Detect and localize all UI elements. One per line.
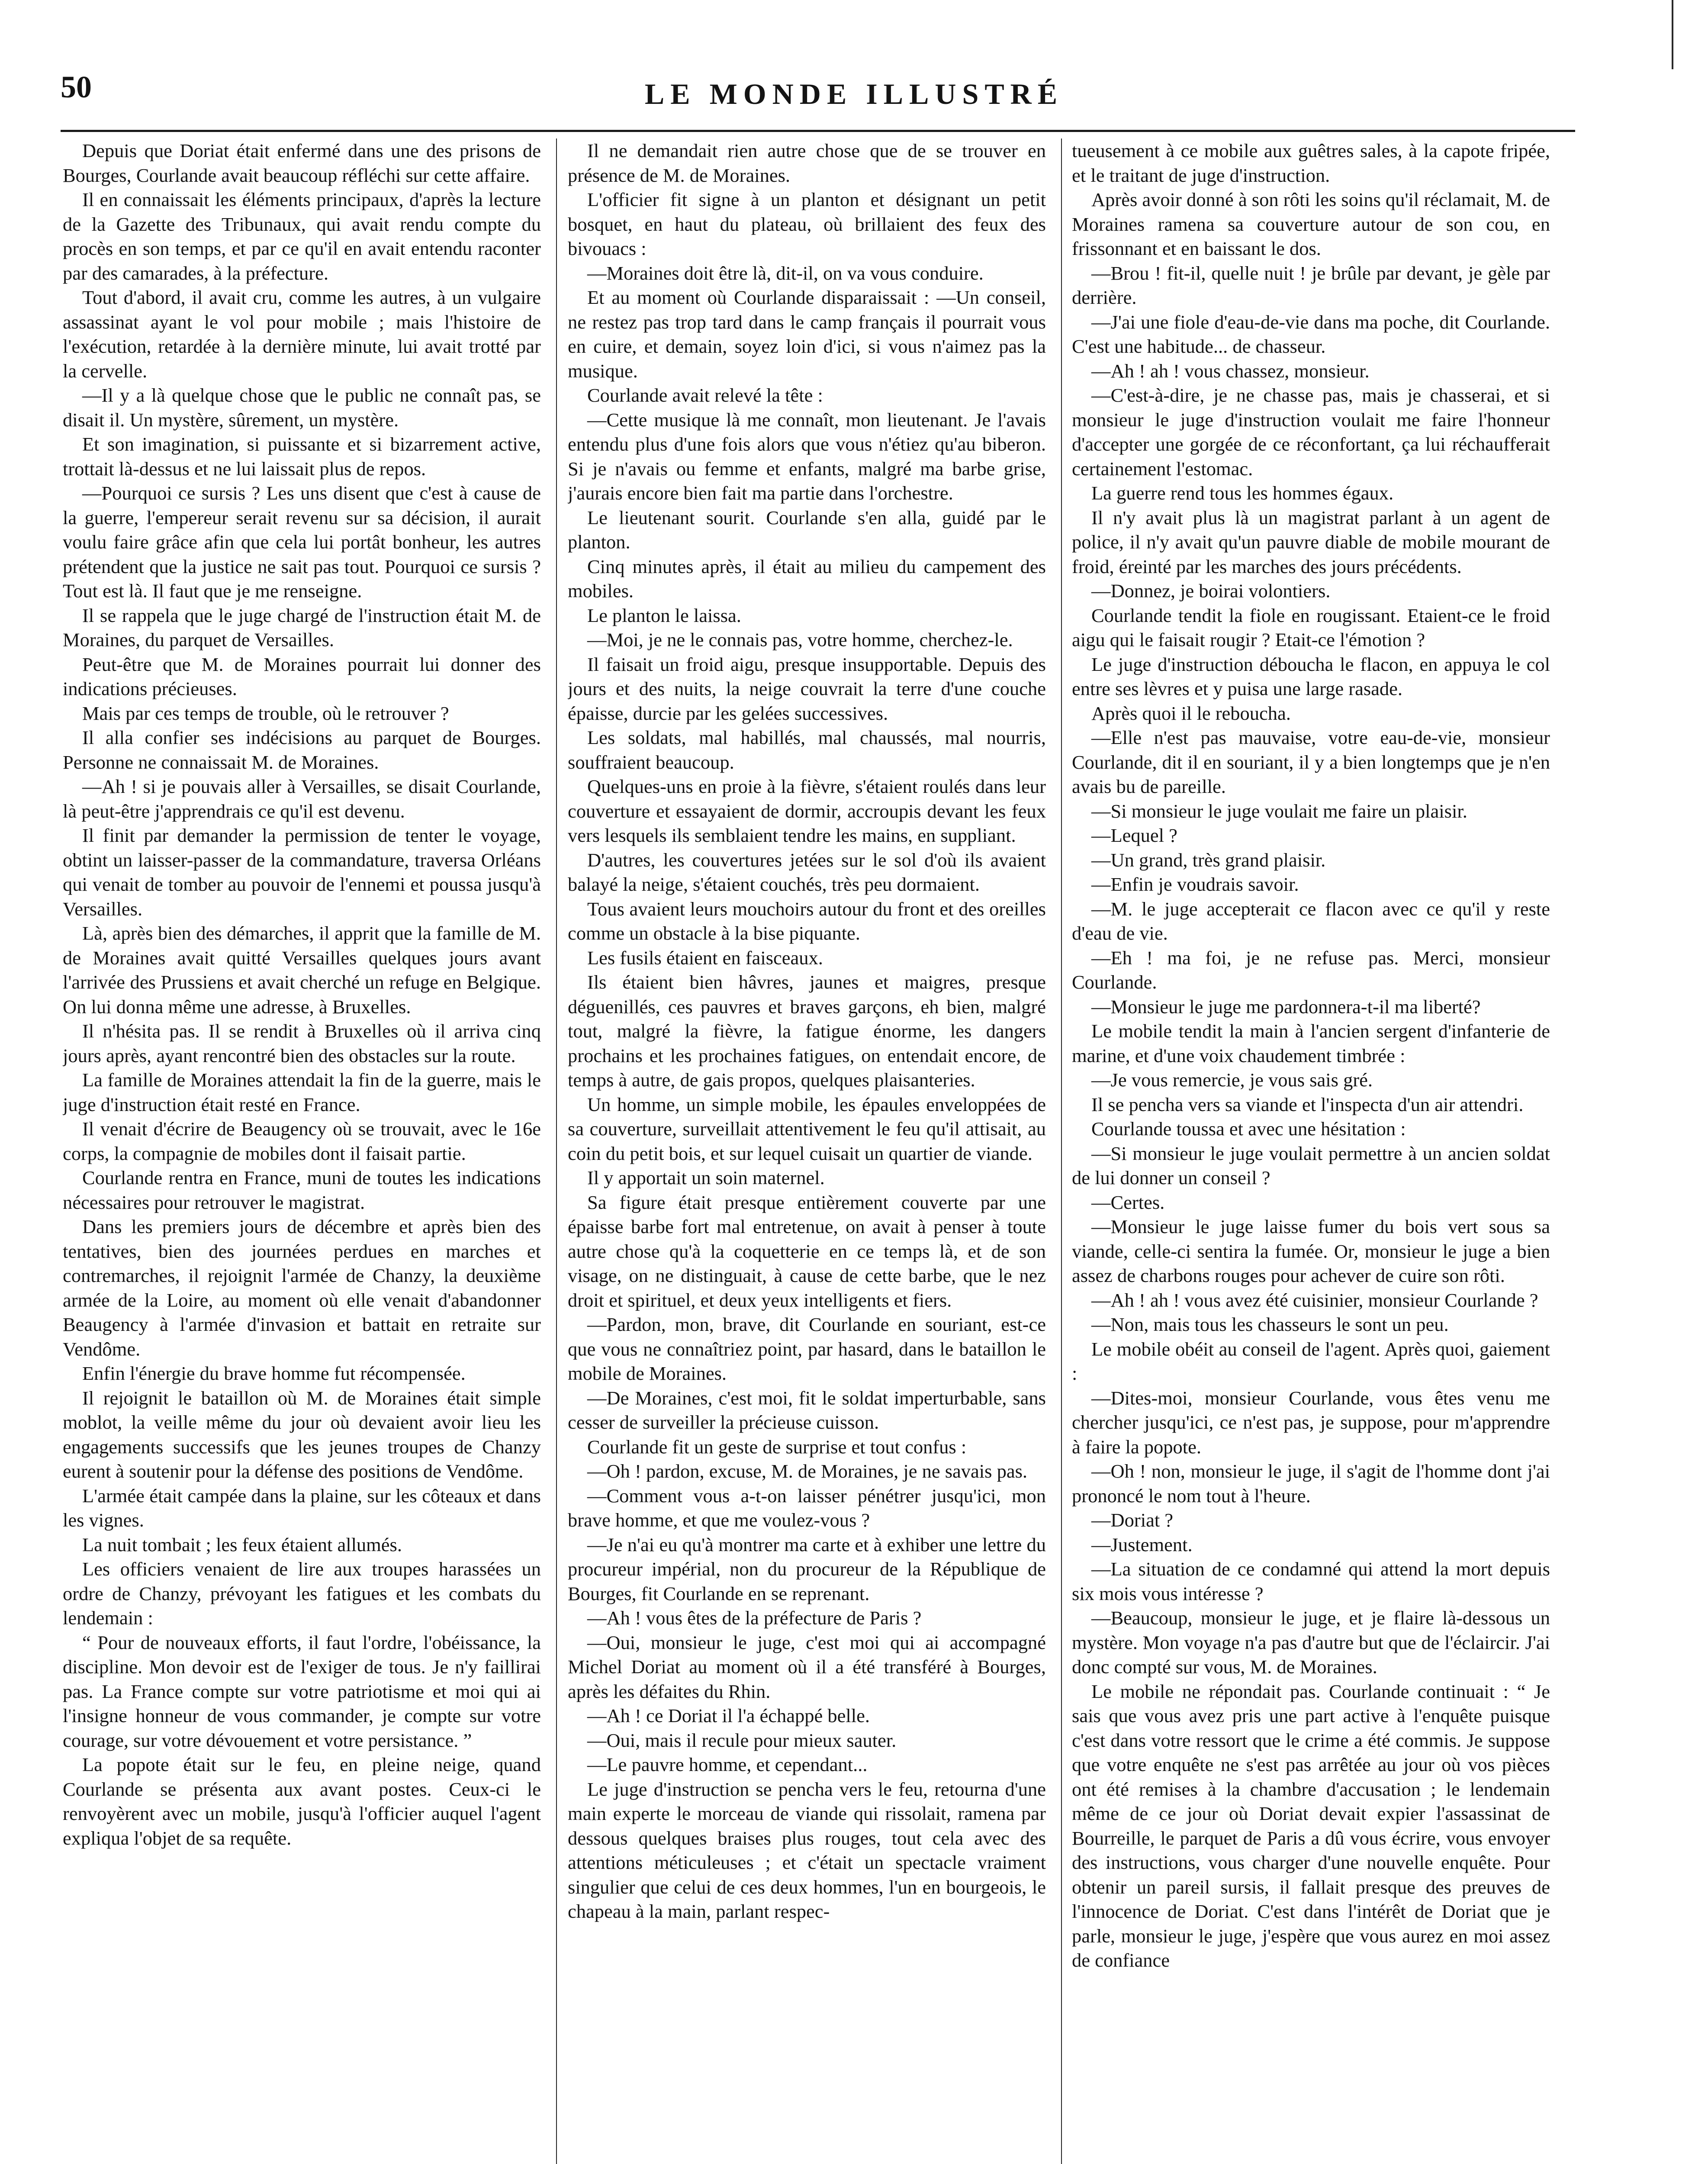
article-paragraph: —Oh ! non, monsieur le juge, il s'agit de l'homme dont j'ai prononcé le nom tout à l'heure. [1072, 1460, 1550, 1507]
article-paragraph: —Beaucoup, monsieur le juge, et je flaire là-dessous un mystère. Mon voyage n'a pas d'autre but que de l'éclaircir. J'ai donc compté sur vous, M. de Moraines. [1072, 1607, 1550, 1678]
article-paragraph: Le juge d'instruction déboucha le flacon, en appuya le col entre ses lèvres et y puisa une large rasade. [1072, 653, 1550, 699]
article-paragraph: —Lequel ? [1091, 824, 1177, 846]
article-paragraph: Il en connaissait les éléments principaux, d'après la lecture de la Gazette des Tribunaux, qui avait rendu compte du procès en son temps, et par ce qu'il en avait entendu raconter par des camarades, à la préfecture. [63, 189, 541, 284]
article-paragraph: —Ah ! ah ! vous chassez, monsieur. [1091, 360, 1370, 382]
article-paragraph: Quelques-uns en proie à la fièvre, s'étaient roulés dans leur couverture et essayaient de dormir, accroupis devant les feux vers lesquels ils semblaient tendre les mains, en suppliant. [568, 776, 1046, 846]
article-paragraph: —Pourquoi ce sursis ? Les uns disent que c'est à cause de la guerre, l'empereur serait revenu sur sa décision, il aurait voulu faire grâce afin que cela lui portât bonheur, les autres prétendent que la justice ne sait pas tout. Pourquoi ce sursis ? Tout est là. Il faut que je me renseigne. [63, 482, 541, 602]
article-paragraph: Le lieutenant sourit. Courlande s'en alla, guidé par le planton. [568, 506, 1046, 553]
article-paragraph: —La situation de ce condamné qui attend la mort depuis six mois vous intéresse ? [1072, 1558, 1550, 1604]
article-paragraph: Il n'hésita pas. Il se rendit à Bruxelles où il arriva cinq jours après, ayant rencontré bien des obstacles sur la route. [63, 1020, 541, 1066]
article-paragraph: Les officiers venaient de lire aux troupes harassées un ordre de Chanzy, prévoyant les fatigues et les combats du lendemain : [63, 1558, 541, 1629]
article-paragraph: —Je vous remercie, je vous sais gré. [1091, 1069, 1373, 1091]
article-paragraph: —Comment vous a-t-on laisser pénétrer jusqu'ici, mon brave homme, et que me voulez-vous ? [568, 1485, 1046, 1531]
article-paragraph: Le mobile obéit au conseil de l'agent. Après quoi, gaiement : [1072, 1338, 1550, 1384]
article-paragraph: —Si monsieur le juge voulait me faire un plaisir. [1091, 800, 1467, 822]
article-paragraph: —Justement. [1091, 1533, 1193, 1555]
article-paragraph: L'officier fit signe à un planton et désignant un petit bosquet, en haut du plateau, où brillaient des feux des bivouacs : [568, 189, 1046, 259]
article-paragraph: —Enfin je voudrais savoir. [1091, 873, 1299, 895]
article-paragraph: Après quoi il le reboucha. [1091, 702, 1291, 724]
article-paragraph: Le mobile tendit la main à l'ancien sergent d'infanterie de marine, et d'une voix chaudement timbrée : [1072, 1020, 1550, 1066]
text-column-2 [568, 138, 1046, 2164]
article-paragraph: —Non, mais tous les chasseurs le sont un peu. [1091, 1314, 1449, 1335]
article-paragraph: Le mobile ne répondait pas. Courlande continuait : “ Je sais que vous avez pris une part active à l'enquête puisque c'est dans votre ressort que le crime a été commis. Je suppose que votre enquête ne s'est pas arrêtée au jour où vos pièces ont été remises à la chambre d'accusation ; le lendemain même de ce jour où Doriat devait expier l'assassinat de Bourreille, le parquet de Paris a dû vous écrire, vous envoyer des instructions, vous charger d'une nouvelle enquête. Pour obtenir un pareil sursis, il fallait presque des preuves de l'innocence de Doriat. C'est dans l'intérêt de Doriat que je parle, monsieur le juge, j'espère que vous aurez en moi assez de confiance [1072, 1680, 1550, 1971]
article-paragraph: Courlande fit un geste de surprise et tout confus : [587, 1436, 967, 1458]
article-paragraph: Depuis que Doriat était enfermé dans une des prisons de Bourges, Courlande avait beaucoup réfléchi sur cette affaire. [63, 140, 541, 186]
article-paragraph: —M. le juge accepterait ce flacon avec ce qu'il y reste d'eau de vie. [1072, 898, 1550, 944]
article-paragraph: Tous avaient leurs mouchoirs autour du front et des oreilles comme un obstacle à la bise piquante. [568, 898, 1046, 944]
page-number: 50 [61, 70, 92, 104]
article-paragraph: —Moraines doit être là, dit-il, on va vous conduire. [587, 262, 984, 284]
article-paragraph: —Si monsieur le juge voulait permettre à un ancien soldat de lui donner un conseil ? [1072, 1142, 1550, 1188]
article-paragraph: Cinq minutes après, il était au milieu du campement des mobiles. [568, 555, 1046, 602]
article-paragraph: —Oh ! pardon, excuse, M. de Moraines, je ne savais pas. [587, 1460, 1028, 1482]
article-paragraph: —Dites-moi, monsieur Courlande, vous êtes venu me chercher jusqu'ici, ce n'est pas, je suppose, pour m'apprendre à faire la popote. [1072, 1387, 1550, 1458]
column-divider [556, 138, 557, 2164]
article-paragraph: Il finit par demander la permission de tenter le voyage, obtint un laisser-passer de la commandature, traversa Orléans qui venait de tomber au pouvoir de l'ennemi et poussa jusqu'à Versailles. [63, 824, 541, 920]
column-divider [1061, 138, 1062, 2164]
article-paragraph: —Je n'ai eu qu'à montrer ma carte et à exhiber une lettre du procureur impérial, non du procureur de la République de Bourges, fit Courlande en se reprenant. [568, 1533, 1046, 1604]
article-paragraph: Mais par ces temps de trouble, où le retrouver ? [82, 702, 449, 724]
article-paragraph: L'armée était campée dans la plaine, sur les côteaux et dans les vignes. [63, 1485, 541, 1531]
article-paragraph: Il alla confier ses indécisions au parquet de Bourges. Personne ne connaissait M. de Moraines. [63, 727, 541, 773]
article-paragraph: —Il y a là quelque chose que le public ne connaît pas, se disait il. Un mystère, sûrement, un mystère. [63, 384, 541, 431]
article-paragraph: —Ah ! ah ! vous avez été cuisinier, monsieur Courlande ? [1091, 1289, 1538, 1311]
article-paragraph: Enfin l'énergie du brave homme fut récompensée. [82, 1362, 466, 1384]
article-paragraph: —De Moraines, c'est moi, fit le soldat imperturbable, sans cesser de surveiller la précieuse cuisson. [568, 1387, 1046, 1433]
masthead-title: LE MONDE ILLUSTRÉ [644, 77, 1064, 110]
article-paragraph: —Donnez, je boirai volontiers. [1091, 580, 1331, 602]
article-paragraph: Et au moment où Courlande disparaissait : —Un conseil, ne restez pas trop tard dans le camp français il pourrait vous en cuire, et demain, soyez loin d'ici, si vous n'aimez pas la musique. [568, 287, 1046, 382]
article-paragraph: D'autres, les couvertures jetées sur le sol d'où ils avaient balayé la neige, s'étaient couchés, très peu dormaient. [568, 849, 1046, 895]
article-paragraph: “ Pour de nouveaux efforts, il faut l'ordre, l'obéissance, la discipline. Mon devoir est de l'exiger de tous. Je n'y faillirai pas. La France compte sur votre patriotisme et moi qui ai l'insigne honneur de vous commander, je compte sur votre courage, sur votre dévouement et votre persistance. ” [63, 1631, 541, 1751]
article-paragraph: Les fusils étaient en faisceaux. [587, 947, 823, 969]
article-paragraph: Et son imagination, si puissante et si bizarrement active, trottait là-dessus et ne lui laissait plus de repos. [63, 433, 541, 480]
print-scratch-mark [1672, 0, 1673, 69]
article-paragraph: Courlande toussa et avec une hésitation : [1091, 1118, 1406, 1140]
text-column-1 [63, 138, 541, 2164]
article-paragraph: —Elle n'est pas mauvaise, votre eau-de-vie, monsieur Courlande, dit il en souriant, il y a bien longtemps que je n'en avais bu de pareille. [1072, 727, 1550, 797]
article-paragraph: Il se pencha vers sa viande et l'inspecta d'un air attendri. [1091, 1093, 1524, 1115]
article-paragraph: La nuit tombait ; les feux étaient allumés. [82, 1533, 402, 1555]
article-paragraph: —C'est-à-dire, je ne chasse pas, mais je chasserai, et si monsieur le juge d'instruction voulait me faire l'honneur d'accepter une gorgée de ce réconfortant, ça lui réchaufferait certainement l'estomac. [1072, 384, 1550, 480]
article-paragraph: —Cette musique là me connaît, mon lieutenant. Je l'avais entendu plus d'une fois alors que vous n'étiez qu'au biberon. Si je n'avais ou femme et enfants, malgré ma barbe grise, j'aurais encore bien fait ma partie dans l'orchestre. [568, 409, 1046, 504]
article-paragraph: Il rejoignit le bataillon où M. de Moraines était simple moblot, la veille même du jour où devaient avoir lieu les engagements successifs que les jeunes troupes de Chanzy eurent à soutenir pour la défense des positions de Vendôme. [63, 1387, 541, 1482]
article-paragraph: Ils étaient bien hâvres, jaunes et maigres, presque déguenillés, ces pauvres et braves garçons, eh bien, malgré tout, malgré la fièvre, la fatigue énorme, les dangers prochains et les prochaines fatigues, on entendait encore, de temps à autre, de gais propos, quelques plaisanteries. [568, 971, 1046, 1091]
article-paragraph: —Certes. [1091, 1191, 1165, 1213]
article-paragraph: La famille de Moraines attendait la fin de la guerre, mais le juge d'instruction était resté en France. [63, 1069, 541, 1115]
article-paragraph: —Oui, monsieur le juge, c'est moi qui ai accompagné Michel Doriat au moment où il a été transféré à Bourges, après les défaites du Rhin. [568, 1631, 1046, 1702]
article-paragraph: Il y apportait un soin maternel. [587, 1167, 825, 1188]
text-column-3 [1072, 138, 1550, 2164]
article-paragraph: Dans les premiers jours de décembre et après bien des tentatives, bien des journées perdues en marches et contremarches, il rejoignit l'armée de Chanzy, la deuxième armée de la Loire, au moment où elle venait d'abandonner Beaugency à l'armée d'invasion et battait en retraite sur Vendôme. [63, 1216, 541, 1360]
article-paragraph: Le planton le laissa. [587, 604, 741, 626]
article-paragraph: Les soldats, mal habillés, mal chaussés, mal nourris, souffraient beaucoup. [568, 727, 1046, 773]
article-paragraph: —Un grand, très grand plaisir. [1091, 849, 1326, 871]
article-paragraph: Un homme, un simple mobile, les épaules enveloppées de sa couverture, surveillait attentivement le feu qu'il attisait, au coin du petit bois, et sur lequel cuisait un quartier de viande. [568, 1093, 1046, 1164]
article-paragraph: Peut-être que M. de Moraines pourrait lui donner des indications précieuses. [63, 653, 541, 699]
article-paragraph: —Doriat ? [1091, 1509, 1174, 1531]
article-paragraph: Après avoir donné à son rôti les soins qu'il réclamait, M. de Moraines ramena sa couverture autour de son cou, en frissonnant et en baissant le dos. [1072, 189, 1550, 259]
article-paragraph: Courlande tendit la fiole en rougissant. Etaient-ce le froid aigu qui le faisait rougir ? Etait-ce l'émotion ? [1072, 604, 1550, 650]
article-paragraph: Sa figure était presque entièrement couverte par une épaisse barbe fort mal entretenue, on avait à penser à toute autre chose qu'à la coquetterie en ce temps là, et de son visage, on ne distinguait, à cause de cette barbe, que le nez droit et spirituel, et deux yeux intelligents et fiers. [568, 1191, 1046, 1311]
header-rule [61, 130, 1575, 132]
article-paragraph: Il ne demandait rien autre chose que de se trouver en présence de M. de Moraines. [568, 140, 1046, 186]
article-paragraph: —Monsieur le juge laisse fumer du bois vert sous sa viande, celle-ci sentira la fumée. Or, monsieur le juge a bien assez de charbons rouges pour achever de cuire son rôti. [1072, 1216, 1550, 1286]
article-paragraph: —Pardon, mon, brave, dit Courlande en souriant, est-ce que vous ne connaîtriez point, par hasard, dans le bataillon le mobile de Moraines. [568, 1314, 1046, 1384]
article-paragraph: La popote était sur le feu, en pleine neige, quand Courlande se présenta aux avant postes. Ceux-ci le renvoyèrent avec un mobile, jusqu'à l'officier auquel l'agent expliqua l'objet de sa requête. [63, 1754, 541, 1849]
article-paragraph: Là, après bien des démarches, il apprit que la famille de M. de Moraines avait quitté Versailles quelques jours avant l'arrivée des Prussiens et avait cherché un refuge en Belgique. On lui donna même une adresse, à Bruxelles. [63, 922, 541, 1018]
article-paragraph: Le juge d'instruction se pencha vers le feu, retourna d'une main experte le morceau de viande qui rissolait, ramena par dessous quelques braises plus rouges, tout cela avec des attentions méticuleuses ; et c'était un spectacle vraiment singulier que celui de ces deux hommes, l'un en bourgeois, le chapeau à la main, parlant respec- [568, 1778, 1046, 1922]
article-paragraph: Courlande rentra en France, muni de toutes les indications nécessaires pour retrouver le magistrat. [63, 1167, 541, 1213]
article-paragraph: Tout d'abord, il avait cru, comme les autres, à un vulgaire assassinat ayant le vol pour mobile ; mais l'histoire de l'exécution, retardée à la dernière minute, lui avait trotté par la cervelle. [63, 287, 541, 382]
article-paragraph: —Moi, je ne le connais pas, votre homme, cherchez-le. [587, 629, 1013, 650]
article-paragraph: —Monsieur le juge me pardonnera-t-il ma liberté? [1091, 995, 1481, 1018]
article-paragraph: —Ah ! ce Doriat il l'a échappé belle. [587, 1705, 870, 1726]
article-paragraph: —Le pauvre homme, et cependant... [587, 1754, 868, 1775]
article-paragraph: Il venait d'écrire de Beaugency où se trouvait, avec le 16e corps, la compagnie de mobiles dont il faisait partie. [63, 1118, 541, 1164]
article-paragraph: Courlande avait relevé la tête : [587, 384, 823, 406]
article-paragraph: Il n'y avait plus là un magistrat parlant à un agent de police, il n'y avait qu'un pauvre diable de mobile mourant de froid, éreinté par les marches des jours précédents. [1072, 506, 1550, 577]
article-paragraph: Il faisait un froid aigu, presque insupportable. Depuis des jours et des nuits, la neige couvrait la terre d'une couche épaisse, durcie par les gelées successives. [568, 653, 1046, 724]
article-paragraph: —J'ai une fiole d'eau-de-vie dans ma poche, dit Courlande. C'est une habitude... de chasseur. [1072, 311, 1550, 357]
article-paragraph: —Brou ! fit-il, quelle nuit ! je brûle par devant, je gèle par derrière. [1072, 262, 1550, 308]
article-paragraph: tueusement à ce mobile aux guêtres sales, à la capote fripée, et le traitant de juge d'instruction. [1072, 140, 1550, 186]
article-paragraph: Il se rappela que le juge chargé de l'instruction était M. de Moraines, du parquet de Versailles. [63, 604, 541, 650]
article-paragraph: —Ah ! vous êtes de la préfecture de Paris ? [587, 1607, 922, 1629]
article-paragraph: —Eh ! ma foi, je ne refuse pas. Merci, monsieur Courlande. [1072, 947, 1550, 993]
article-paragraph: —Oui, mais il recule pour mieux sauter. [587, 1729, 897, 1751]
article-paragraph: —Ah ! si je pouvais aller à Versailles, se disait Courlande, là peut-être j'apprendrais ce qu'il est devenu. [63, 776, 541, 822]
article-paragraph: La guerre rend tous les hommes égaux. [1091, 482, 1394, 504]
